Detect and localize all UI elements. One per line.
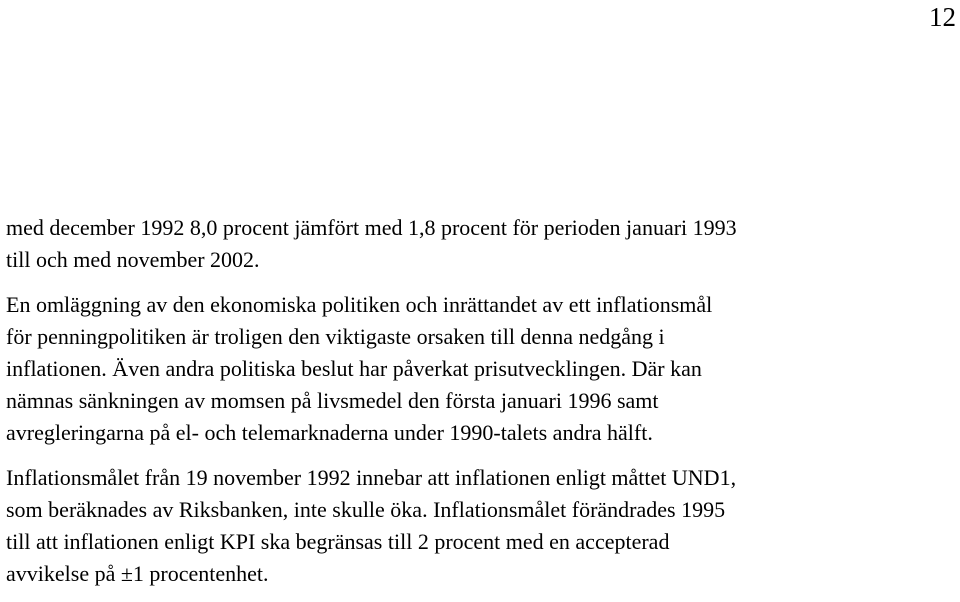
text-line: nämnas sänkningen av momsen på livsmedel den första januari 1996 samt [6, 388, 659, 413]
text-line: till och med november 2002. [6, 247, 260, 272]
paragraph-1 [6, 212, 956, 276]
paragraph-3 [6, 462, 956, 590]
page-number: 12 [929, 2, 956, 32]
text-line: med december 1992 8,0 procent jämfört med 1,8 procent för perioden januari 1993 [6, 215, 737, 240]
text-line: inflationen. Även andra politiska beslut har påverkat prisutvecklingen. Där kan [6, 356, 702, 381]
document-body [6, 212, 956, 590]
text-line: En omläggning av den ekonomiska politiken och inrättandet av ett inflationsmål [6, 292, 713, 317]
text-line: avvikelse på ±1 procentenhet. [6, 561, 269, 586]
text-line: avregleringarna på el- och telemarknaderna under 1990-talets andra hälft. [6, 420, 653, 445]
paragraph-2 [6, 289, 956, 449]
text-line: som beräknades av Riksbanken, inte skulle öka. Inflationsmålet förändrades 1995 [6, 497, 726, 522]
text-line: till att inflationen enligt KPI ska begränsas till 2 procent med en accepterad [6, 529, 670, 554]
text-line: Inflationsmålet från 19 november 1992 innebar att inflationen enligt måttet UND1, [6, 465, 737, 490]
text-line: för penningpolitiken är troligen den viktigaste orsaken till denna nedgång i [6, 324, 665, 349]
